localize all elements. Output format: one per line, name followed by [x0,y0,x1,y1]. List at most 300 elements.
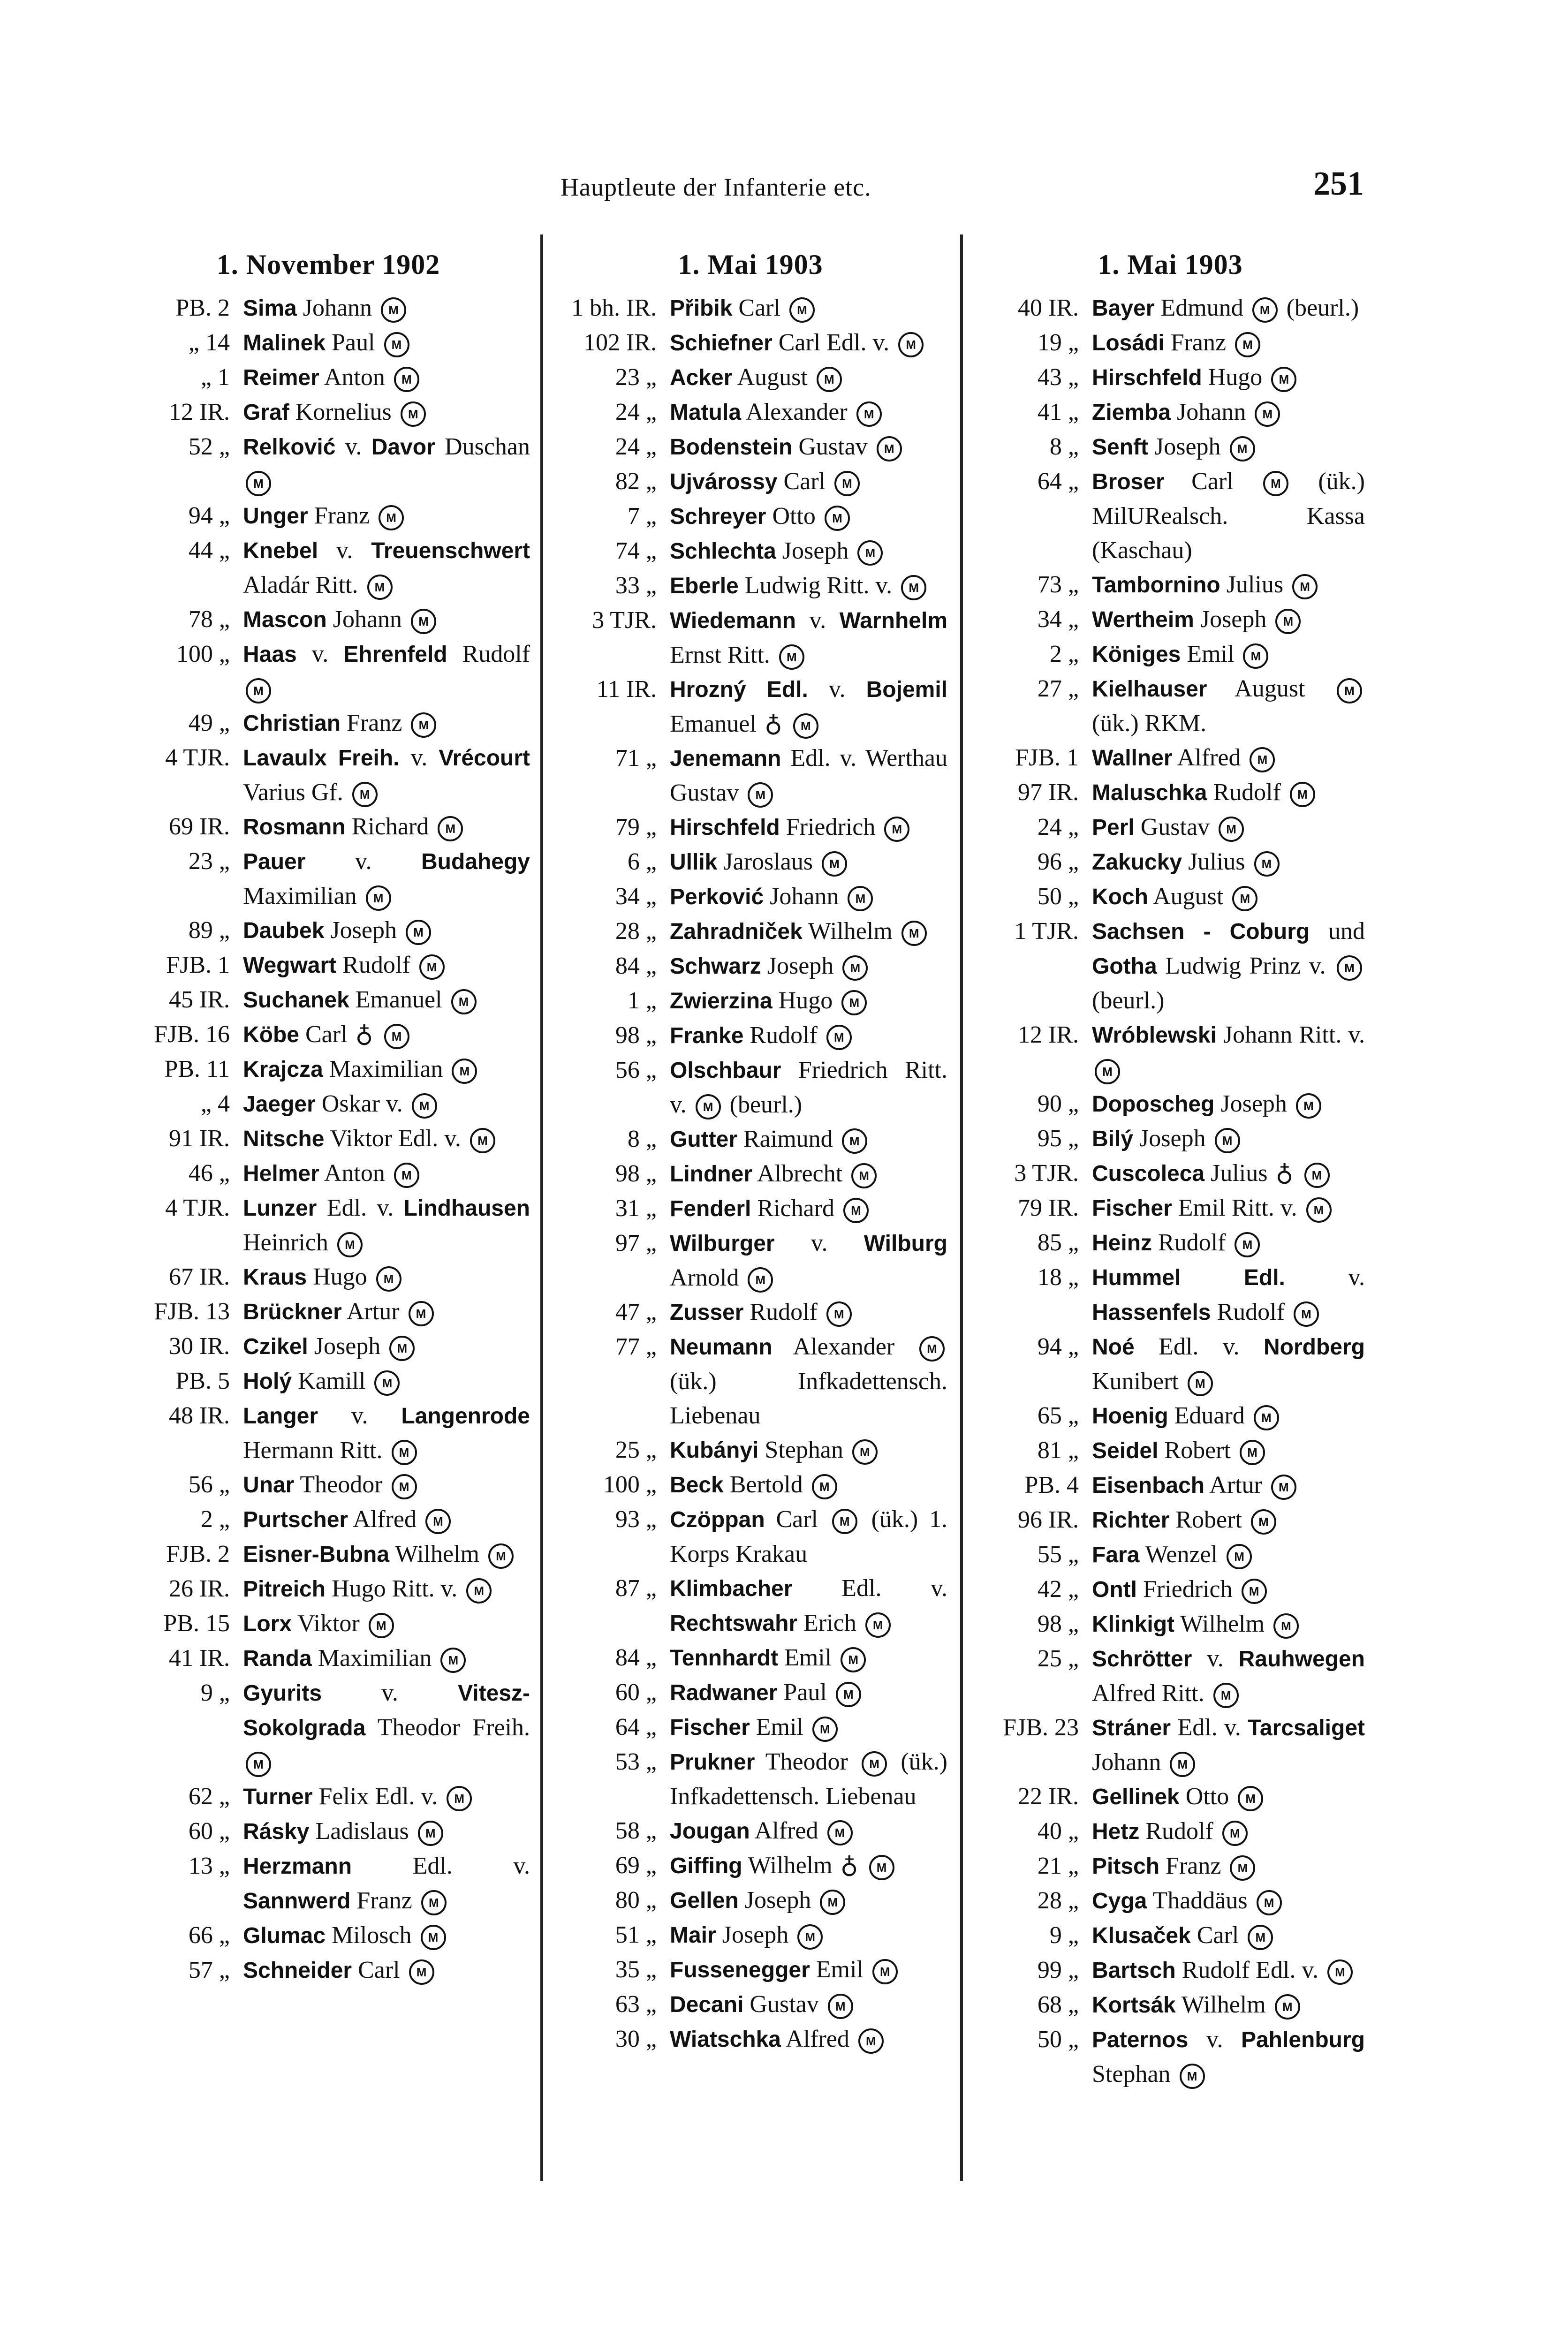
military-merit-icon: M [842,955,868,981]
unit-designation: PB. 2 [175,295,230,321]
list-item [553,1952,947,1987]
list-item [976,1433,1365,1468]
list-item [127,1399,530,1468]
list-item [127,1468,530,1502]
surname: Lavaulx [243,746,327,771]
list-item [553,914,947,949]
surname: Tambornino [1092,573,1220,598]
list-item [553,1848,947,1883]
military-merit-icon: M [852,1439,878,1465]
unit-designation: 4 TJR. [165,1195,230,1221]
military-merit-icon: M [748,1267,773,1293]
surname: Vitesz-Sokolgrada [243,1681,530,1740]
page-number: 251 [1313,165,1364,202]
surname: Glumac [243,1923,326,1948]
unit-designation: 102 IR. [583,329,657,356]
list-item [553,1295,947,1330]
surname: Eberle [670,574,739,598]
order-decoration-icon: ♁ [1275,1160,1294,1187]
list-item [127,809,530,844]
list-item [127,325,530,360]
list-item [553,1745,947,1814]
officer-entry: Kielhauser August M (ük.) RKM. [1092,672,1365,741]
unit-designation: 94 „ [188,502,230,529]
military-merit-icon: M [1238,1786,1263,1811]
unit-designation: 50 „ [1037,883,1079,910]
surname: Herzmann [243,1854,352,1879]
officer-entry: Broser Carl M (ük.) MilURealsch. Kassa (Kaschau) [1092,468,1365,564]
list-item [976,1988,1365,2022]
military-merit-icon: M [898,332,924,357]
unit-designation: PB. 15 [163,1610,230,1637]
unit-designation: 100 „ [176,641,230,667]
surname: Turner [243,1785,313,1809]
list-item [553,1191,947,1226]
list-item [553,845,947,879]
unit-designation: 84 „ [615,1644,657,1671]
officer-entry: Knebel v. Treuenschwert Aladár Ritt. M [243,533,530,602]
surname: Unger [243,504,308,529]
list-item [976,1814,1365,1849]
military-merit-icon: M [834,471,860,496]
officer-entry: Noé Edl. v. Nordberg Kunibert M [1092,1330,1365,1399]
list-item [553,1053,947,1122]
list-item [127,1364,530,1399]
unit-designation: 46 „ [188,1160,230,1187]
list-item [976,810,1365,845]
surname: Ziemba [1092,400,1171,425]
unit-designation: 99 „ [1037,1957,1079,1983]
surname: Ehrenfeld [343,642,447,667]
list-item [976,325,1365,360]
unit-designation: 96 „ [1037,848,1079,875]
surname: Randa [243,1646,312,1671]
list-item [127,844,530,913]
list-item [553,568,947,603]
surname: Bartsch [1092,1958,1176,1983]
surname: Bodenstein [670,435,793,460]
military-merit-icon: M [418,1821,443,1846]
officer-entry: Pitsch Franz M [1092,1849,1365,1884]
list-item [127,1641,530,1676]
officer-entry: Wertheim Joseph M [1092,602,1365,637]
surname: Neumann [670,1335,773,1360]
military-merit-icon: M [394,367,419,392]
unit-designation: 91 IR. [169,1125,230,1152]
military-merit-icon: M [789,297,815,323]
military-merit-icon: M [1242,1579,1267,1604]
list-item [976,430,1365,464]
officer-entry: Fenderl Richard M [670,1191,947,1226]
military-merit-icon: M [841,990,867,1015]
military-merit-icon: M [696,1094,721,1120]
unit-designation: 22 IR. [1018,1783,1079,1810]
unit-designation: 23 „ [615,364,657,391]
officer-entry: Ullik Jaroslaus M [670,845,947,879]
unit-designation: 55 „ [1037,1541,1079,1568]
officer-entry: Purtscher Alfred M [243,1502,530,1537]
unit-designation: 64 „ [1037,468,1079,495]
surname: Rechtswahr [670,1611,798,1636]
military-merit-icon: M [1230,1855,1255,1881]
unit-designation: 71 „ [615,745,657,772]
officer-entry: Krajcza Maximilian M [243,1052,530,1087]
unit-designation: FJB. 23 [1003,1714,1079,1741]
military-merit-icon: M [1248,1925,1273,1950]
surname: Seidel [1092,1438,1159,1463]
officer-entry: Daubek Joseph M [243,913,530,948]
officer-entry: Fussenegger Emil M [670,1952,947,1987]
unit-designation: 79 „ [615,814,657,840]
officer-entry: Tennhardt Emil M [670,1641,947,1675]
surname: Helmer [243,1161,319,1186]
officer-entry: Schlechta Joseph M [670,534,947,568]
unit-designation: 9 „ [200,1679,230,1706]
officer-entry: Wiatschka Alfred M [670,2022,947,2057]
military-merit-icon: M [865,1612,891,1638]
list-item [127,1191,530,1260]
military-merit-icon: M [1255,401,1280,427]
military-merit-icon: M [409,1959,434,1985]
unit-designation: 3 TJR. [1014,1160,1079,1187]
list-item [127,1052,530,1087]
officer-entry: Holý Kamill M [243,1364,530,1399]
column-2 [553,249,947,2057]
military-merit-icon: M [1292,574,1318,599]
surname: Přibik [670,296,733,321]
list-item [553,983,947,1018]
military-merit-icon: M [447,1786,472,1811]
surname: Zwierzina [670,989,773,1014]
list-item [553,360,947,395]
unit-designation: 64 „ [615,1714,657,1740]
officer-entry: Pitreich Hugo Ritt. v. M [243,1572,530,1606]
surname: Kortsák [1092,1993,1176,2018]
military-merit-icon: M [411,609,436,634]
military-merit-icon: M [1222,1821,1248,1846]
surname: Relković [243,435,336,460]
military-merit-icon: M [820,1890,845,1915]
list-item [976,395,1365,430]
unit-designation: 24 „ [615,433,657,460]
unit-designation: 67 IR. [169,1263,230,1290]
list-item [553,2022,947,2057]
list-item [976,2022,1365,2091]
military-merit-icon: M [419,954,445,980]
list-item [553,1018,947,1053]
military-merit-icon: M [1275,609,1301,634]
officer-entry: Bilý Joseph M [1092,1121,1365,1156]
surname: Eisenbach [1092,1473,1205,1498]
officer-entry: Czöppan Carl M (ük.) 1. Korps Krakau [670,1506,947,1567]
surname: Nitsche [243,1127,325,1151]
surname: Schiefner [670,331,773,356]
military-merit-icon: M [901,921,927,946]
list-item [976,360,1365,395]
unit-designation: 9 „ [1049,1922,1079,1949]
officer-entry: Reimer Anton M [243,360,530,395]
list-item [127,1814,530,1849]
military-merit-icon: M [812,1474,837,1499]
officer-entry: Bayer Edmund M (beurl.) [1092,291,1365,325]
officer-entry: Maluschka Rudolf M [1092,775,1365,810]
list-item [127,1918,530,1953]
surname: Kubányi [670,1438,759,1463]
unit-designation: 28 „ [615,918,657,945]
military-merit-icon: M [392,1474,417,1499]
surname: Perković [670,885,764,909]
officer-entry: Klimbacher Edl. v. Rechtswahr Erich M [670,1571,947,1641]
unit-designation: 78 „ [188,606,230,633]
military-merit-icon: M [1271,367,1296,392]
list-item [553,464,947,499]
military-merit-icon: M [1180,2064,1205,2089]
military-merit-icon: M [1263,471,1288,496]
surname: Sima [243,296,297,321]
surname: Bilý [1092,1127,1134,1151]
unit-designation: 2 „ [1049,641,1079,667]
unit-designation: FJB. 1 [166,952,230,978]
surname: Paternos [1092,2027,1189,2052]
military-merit-icon: M [1240,1440,1265,1465]
military-merit-icon: M [392,1440,417,1465]
surname: Wiedemann [670,608,796,633]
officer-entry: Franke Rudolf M [670,1018,947,1053]
unit-designation: 69 IR. [169,813,230,840]
list-item [127,499,530,533]
military-merit-icon: M [1170,1752,1195,1777]
military-merit-icon: M [381,297,406,323]
surname: Senft [1092,435,1148,460]
officer-entry: Schneider Carl M [243,1953,530,1988]
military-merit-icon: M [1227,1544,1252,1569]
military-merit-icon: M [843,1198,869,1223]
list-item [127,395,530,430]
list-item [127,1779,530,1814]
unit-designation: 43 „ [1037,364,1079,391]
officer-entry: Lindner Albrecht M [670,1157,947,1191]
order-decoration-icon: ♁ [840,1852,858,1879]
military-merit-icon: M [438,816,463,841]
military-merit-icon: M [411,712,436,738]
unit-designation: 31 „ [615,1195,657,1222]
list-item [553,741,947,810]
list-item [553,1330,947,1433]
list-item [976,879,1365,914]
surname: Köbe [243,1022,299,1047]
list-item [553,1571,947,1641]
list-item [976,672,1365,741]
officer-entry: Prukner Theodor M (ük.) Infkadettensch. Liebenau [670,1748,947,1810]
unit-designation: „ 4 [200,1090,230,1117]
surname: Hassenfels [1092,1300,1211,1325]
surname: Bayer [1092,296,1155,321]
list-item [127,983,530,1017]
list-item [553,1918,947,1952]
surname: Stráner [1092,1716,1171,1740]
officer-entry: Glumac Milosch M [243,1918,530,1953]
unit-designation: 60 „ [615,1679,657,1706]
unit-designation: 1 TJR. [1014,918,1079,945]
officer-entry: Seidel Robert M [1092,1433,1365,1468]
military-merit-icon: M [488,1543,514,1569]
surname: Mascon [243,607,327,632]
list-item [127,948,530,983]
column-3 [976,249,1365,2091]
military-merit-icon: M [862,1751,887,1777]
surname: Purtscher [243,1507,348,1532]
officer-entry: Schrötter v. Rauhwegen Alfred Ritt. M [1092,1642,1365,1710]
running-title: Hauptleute der Infanterie etc. [561,173,871,201]
list-item [553,1468,947,1502]
surname: Ontl [1092,1577,1137,1602]
unit-designation: 66 „ [188,1922,230,1949]
officer-entry: Heinz Rudolf M [1092,1225,1365,1260]
surname: Wróblewski [1092,1023,1217,1048]
unit-designation: 1 „ [627,987,657,1014]
military-merit-icon: M [412,1093,437,1119]
list-item [976,1087,1365,1121]
officer-entry: Matula Alexander M [670,395,947,430]
unit-designation: 47 „ [615,1299,657,1325]
officer-entry: Zusser Rudolf M [670,1295,947,1330]
unit-designation: 24 „ [615,399,657,425]
surname: Prukner [670,1750,755,1775]
military-merit-icon: M [246,471,271,496]
surname: Klimbacher [670,1576,793,1601]
list-item [127,706,530,741]
column-1 [127,249,530,1988]
surname: Radwaner [670,1680,778,1705]
unit-designation: 21 „ [1037,1853,1079,1879]
unit-designation: 58 „ [615,1817,657,1844]
unit-designation: 74 „ [615,537,657,564]
list-item [127,533,530,602]
surname: Edl. [766,677,808,702]
column-divider-right [960,234,963,2181]
officer-entry: Fara Wenzel M [1092,1537,1365,1572]
officer-entry: Senft Joseph M [1092,430,1365,464]
list-item [127,1572,530,1606]
unit-designation: 85 „ [1037,1229,1079,1256]
surname: Czikel [243,1334,308,1359]
list-item [976,1849,1365,1884]
unit-designation: 35 „ [615,1956,657,1983]
surname: Sachsen - Coburg [1092,919,1310,944]
military-merit-icon: M [848,886,873,911]
list-item [976,1156,1365,1191]
surname: Cyga [1092,1889,1147,1914]
list-item [127,602,530,637]
officer-entry: Pauer v. Budahegy Maximilian M [243,844,530,913]
list-item [976,1953,1365,1988]
officer-entry: Hummel Edl. v. Hassenfels Rudolf M [1092,1260,1365,1330]
unit-designation: 26 IR. [169,1575,230,1602]
unit-designation: 79 IR. [1018,1195,1079,1221]
list-item [553,1641,947,1675]
order-decoration-icon: ♁ [764,711,782,737]
officer-entry: Přibik Carl M [670,291,947,325]
surname: Suchanek [243,988,349,1013]
list-item [976,1642,1365,1710]
military-merit-icon: M [779,644,804,670]
military-merit-icon: M [1257,1890,1282,1915]
list-item [976,1918,1365,1953]
surname: Schreyer [670,504,766,529]
surname: Mair [670,1923,716,1948]
surname: Gutter [670,1127,737,1152]
military-merit-icon: M [832,1509,857,1534]
list-item [127,360,530,395]
surname: Pitreich [243,1577,326,1602]
list-item [976,602,1365,637]
surname: Hirschfeld [670,815,780,840]
officer-entry: Schwarz Joseph M [670,949,947,983]
list-item [976,1018,1365,1087]
unit-designation: 4 TJR. [165,744,230,771]
list-item [976,1779,1365,1814]
unit-designation: 60 „ [188,1818,230,1845]
unit-designation: 24 „ [1037,814,1079,840]
surname: Wallner [1092,746,1173,771]
unit-designation: 56 „ [615,1057,657,1083]
surname: Rauhwegen [1238,1647,1365,1672]
list-item [976,1607,1365,1642]
unit-designation: 2 „ [200,1506,230,1533]
military-merit-icon: M [451,989,477,1014]
surname: Haas [243,642,297,667]
military-merit-icon: M [1306,1197,1332,1223]
surname: Schwarz [670,954,761,979]
list-item [553,949,947,983]
unit-designation: „ 1 [200,364,230,391]
surname: Franke [670,1023,744,1048]
unit-designation: 97 IR. [1018,779,1079,806]
military-merit-icon: M [1188,1371,1213,1396]
military-merit-icon: M [376,1266,401,1292]
military-merit-icon: M [337,1232,363,1257]
officer-entry: Perl Gustav M [1092,810,1365,845]
military-merit-icon: M [421,1925,446,1950]
surname: Unar [243,1473,295,1498]
surname: Holý [243,1369,292,1394]
unit-designation: 30 „ [615,2026,657,2052]
military-merit-icon: M [1252,297,1278,323]
military-merit-icon: M [884,817,909,842]
list-item [127,430,530,499]
unit-designation: 94 „ [1037,1333,1079,1360]
unit-designation: 62 „ [188,1783,230,1810]
unit-designation: 50 „ [1037,2026,1079,2053]
list-item [553,672,947,741]
surname: Freih. [338,746,400,771]
unit-designation: 89 „ [188,917,230,944]
officer-entry: Turner Felix Edl. v. M [243,1779,530,1814]
surname: Klusaček [1092,1923,1191,1948]
officer-entry: Hoenig Eduard M [1092,1399,1365,1433]
officer-entry: Gellen Joseph M [670,1883,947,1918]
list-item [976,291,1365,325]
list-item [976,1537,1365,1572]
officer-entry: Mair Joseph M [670,1918,947,1952]
page-header [0,164,1568,220]
surname: Zusser [670,1300,744,1325]
surname: Noé [1092,1335,1135,1360]
unit-designation: PB. 4 [1024,1472,1079,1498]
officer-entry: Klusaček Carl M [1092,1918,1365,1953]
unit-designation: 41 IR. [169,1645,230,1672]
unit-designation: 93 „ [615,1506,657,1533]
